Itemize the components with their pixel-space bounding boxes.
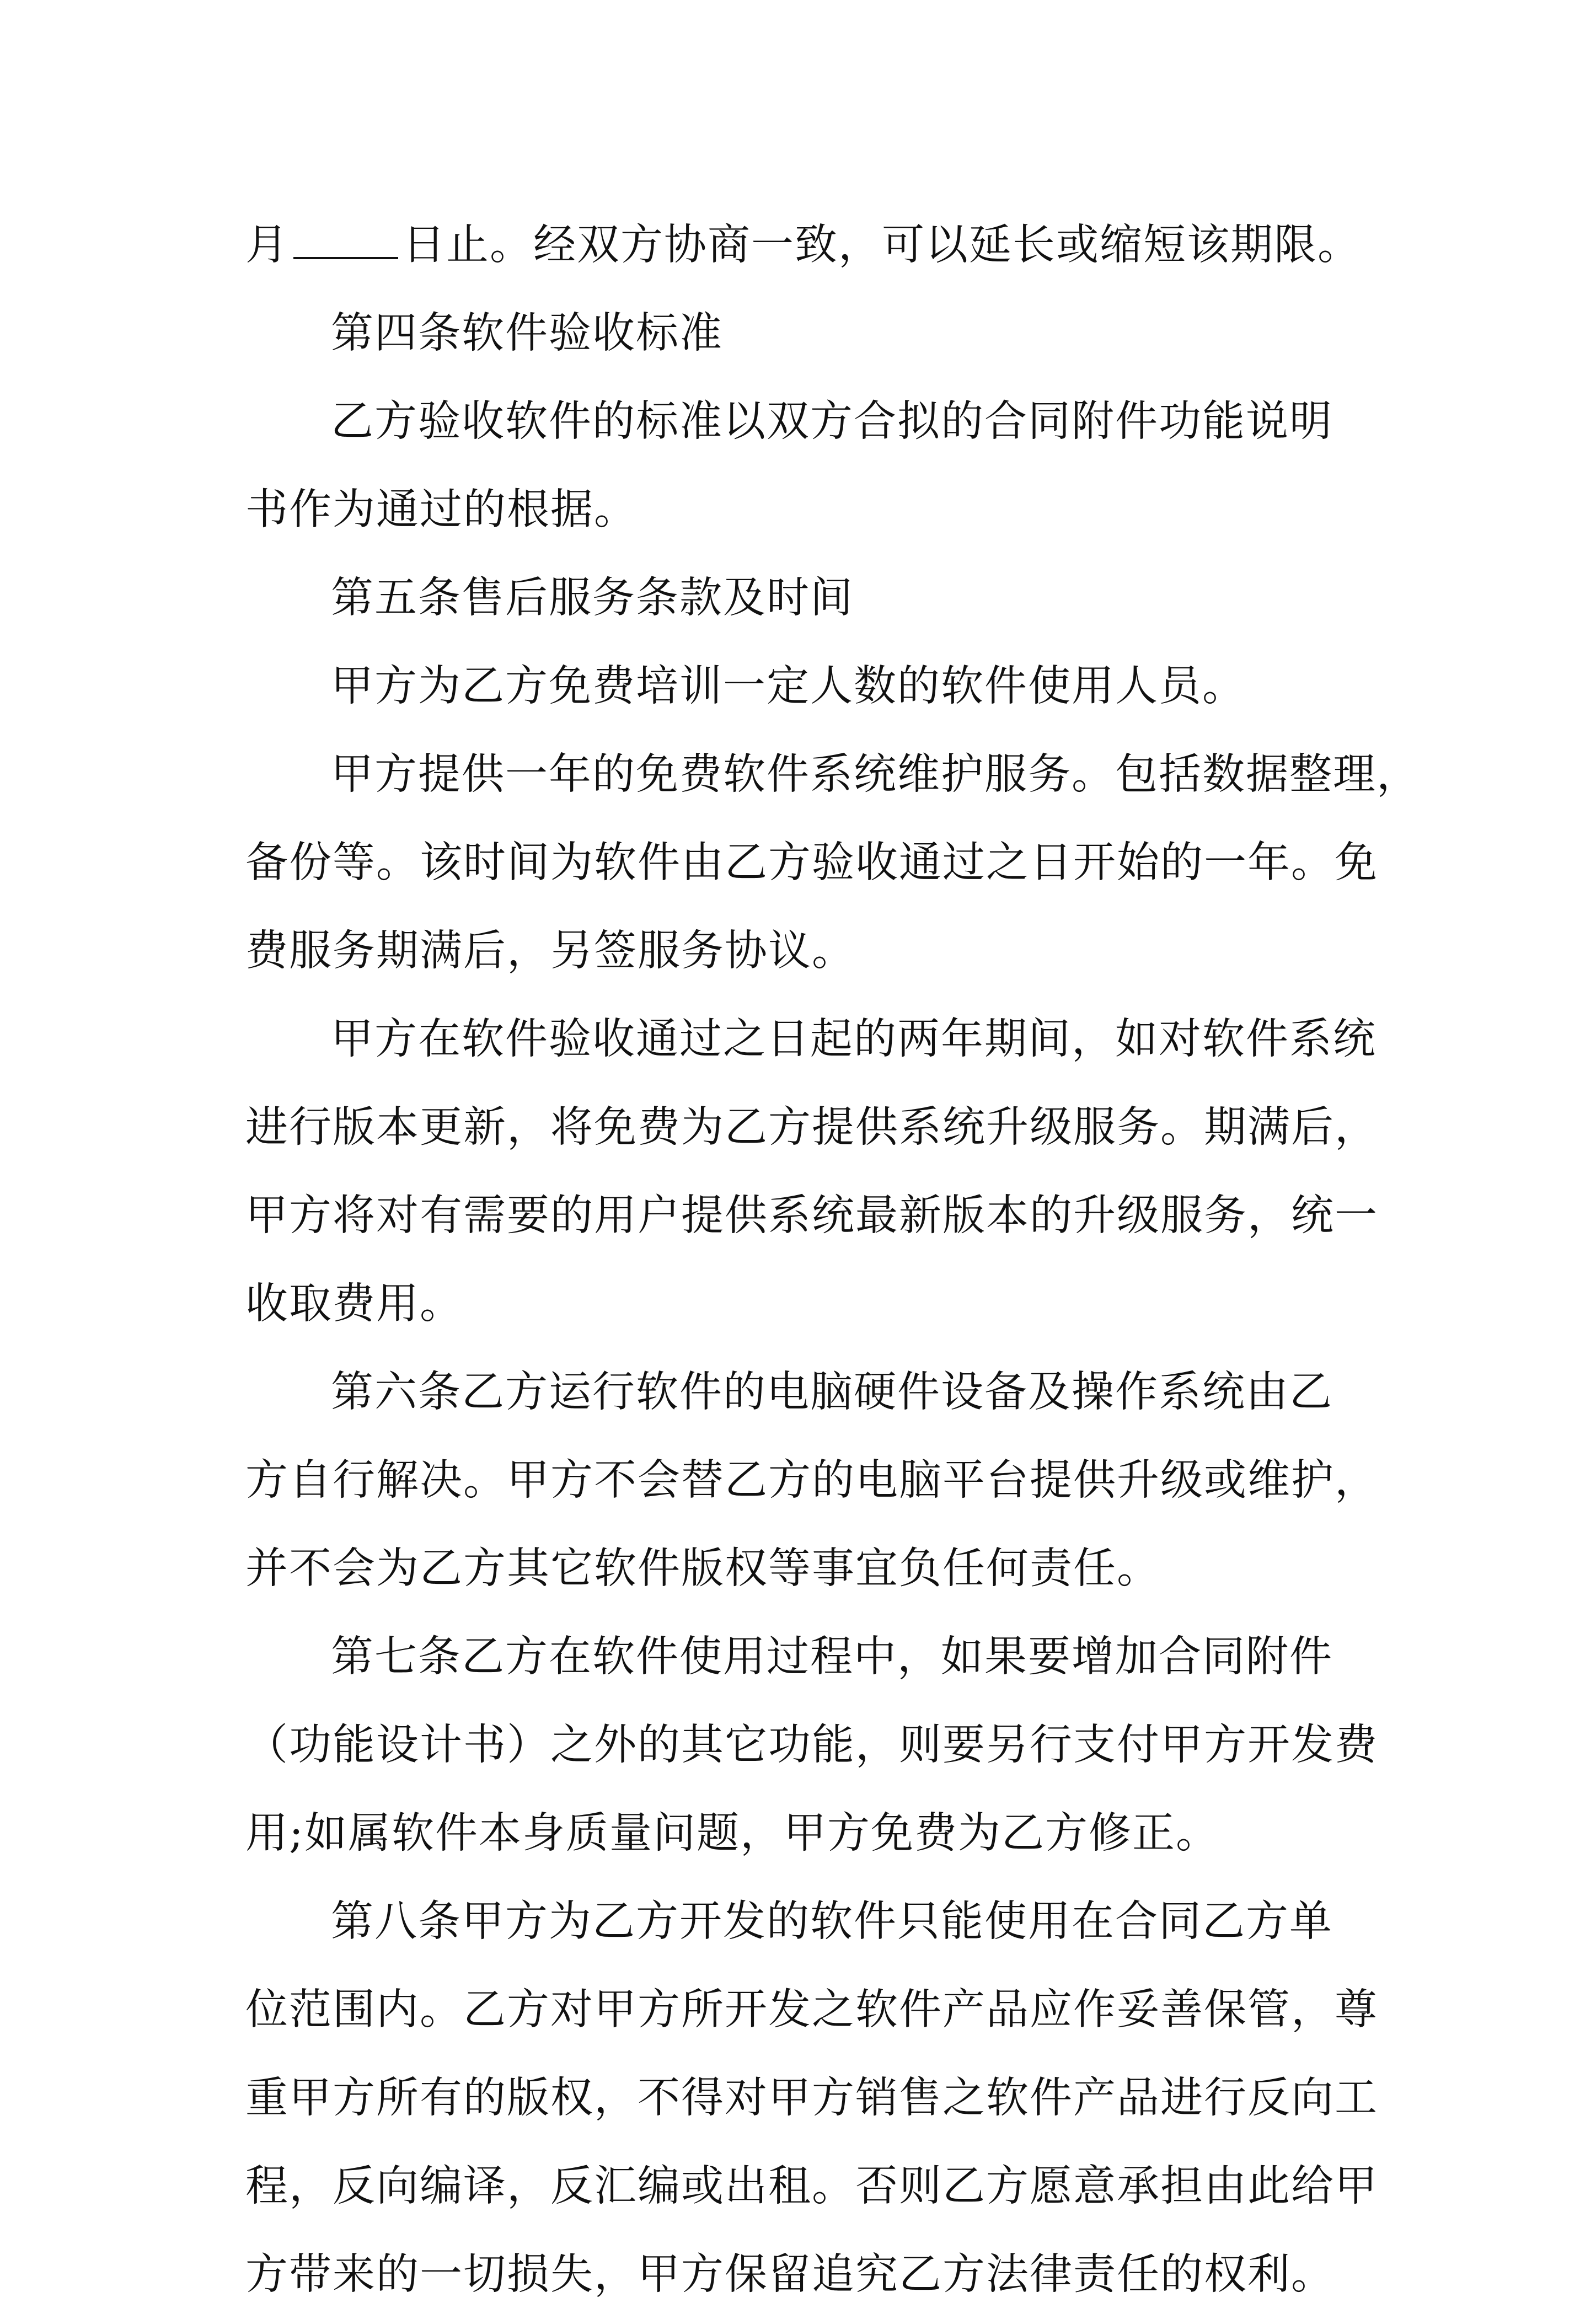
text-line: 甲方提供一年的免费软件系统维护服务。包括数据整理， — [331, 750, 1420, 799]
text-line: 方自行解决。甲方不会替乙方的电脑平台提供升级或维护， — [245, 1456, 1378, 1505]
article-heading: 第五条售后服务条款及时间 — [331, 574, 854, 623]
text-line: 乙方验收软件的标准以双方合拟的合同附件功能说明 — [331, 397, 1333, 446]
text-line: 书作为通过的根据。 — [245, 485, 638, 534]
text-line: 第六条乙方运行软件的电脑硬件设备及操作系统由乙 — [331, 1368, 1333, 1417]
article-heading: 第四条软件验收标准 — [331, 309, 723, 358]
document-page — [245, 201, 1420, 2319]
text-line: 用;如属软件本身质量问题，甲方免费为乙方修正。 — [245, 1809, 1219, 1858]
text-line — [245, 201, 1368, 290]
text-line: 并不会为乙方其它软件版权等事宜负任何责任。 — [245, 1544, 1160, 1593]
text-line: 进行版本更新，将免费为乙方提供系统升级服务。期满后， — [245, 1103, 1378, 1152]
text-line: 重甲方所有的版权，不得对甲方销售之软件产品进行反向工 — [245, 2074, 1378, 2123]
text-line: 方带来的一切损失，甲方保留追究乙方法律责任的权利。 — [245, 2250, 1335, 2299]
text-fragment: 月 — [245, 221, 289, 270]
text-line: （功能设计书）之外的其它功能，则要另行支付甲方开发费 — [245, 1721, 1378, 1770]
text-line: 第七条乙方在软件使用过程中，如果要增加合同附件 — [331, 1632, 1333, 1681]
text-line: 甲方在软件验收通过之日起的两年期间，如对软件系统 — [331, 1015, 1377, 1064]
text-line: 费服务期满后，另签服务协议。 — [245, 926, 855, 976]
fill-in-blank — [293, 218, 398, 259]
text-line: 备份等。该时间为软件由乙方验收通过之日开始的一年。免 — [245, 838, 1378, 887]
text-line: 甲方将对有需要的用户提供系统最新版本的升级服务，统一 — [245, 1191, 1378, 1240]
text-line: 程，反向编译，反汇编或出租。否则乙方愿意承担由此给甲 — [245, 2162, 1378, 2211]
text-line: 位范围内。乙方对甲方所开发之软件产品应作妥善保管，尊 — [245, 1985, 1378, 2034]
text-line: 收取费用。 — [245, 1279, 463, 1329]
text-line: 第八条甲方为乙方开发的软件只能使用在合同乙方单 — [331, 1897, 1333, 1946]
text-line: 甲方为乙方免费培训一定人数的软件使用人员。 — [331, 662, 1246, 711]
text-fragment: 日止。经双方协商一致，可以延长或缩短该期限。 — [403, 221, 1361, 270]
